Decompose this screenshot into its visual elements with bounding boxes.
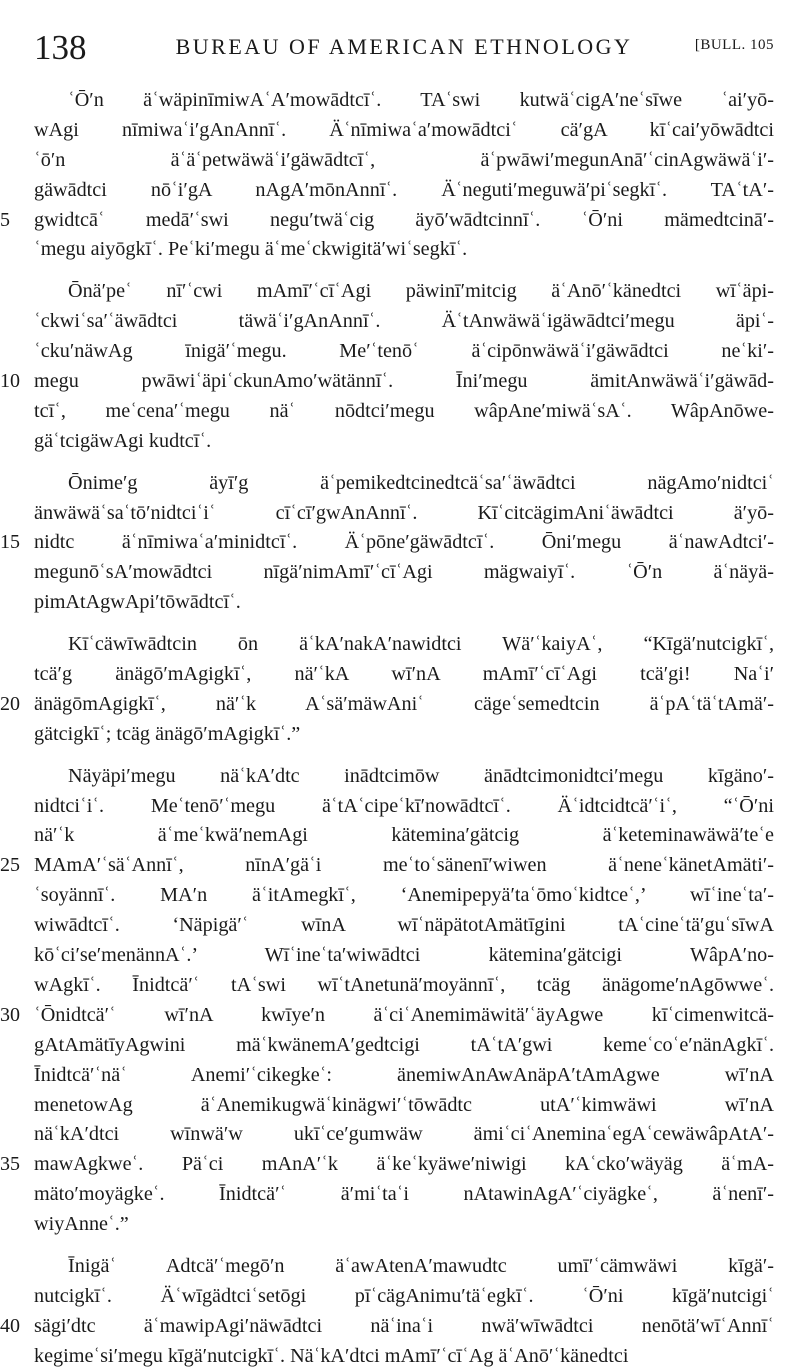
- text-line: mäto′moyägkeʿ. Īnidtcä′ʿ ä′miʿtaʿi nAtawinAgA′ʿciyägkeʿ, äʿnenī′-: [34, 1183, 774, 1206]
- text-line: nidtciʿiʿ. Meʿtenō′ʿmegu äʿtAʿcipeʿkī′nowādtcīʿ. Äʿidtcidtcä′ʿiʿ, “ʿŌ′ni: [34, 794, 774, 817]
- running-title: BUREAU OF AMERICAN ETHNOLOGY: [175, 34, 633, 59]
- text-line: Näyäpi′megu näʿkA′dtc inādtcimōw änādtcimonidtci′megu kīgäno′-: [68, 764, 774, 787]
- text-line: tcä′g änägō′mAgigkīʿ, nä′ʿkA wī′nA mAmī′ʿcīʿAgi tcä′gi! Naʿi′: [34, 663, 774, 686]
- page-header: [34, 28, 774, 68]
- paragraph-gap: [34, 750, 774, 762]
- text-line: gwidtcāʿ medā′ʿswi negu′twäʿcig äyō′wādtcinnīʿ. ʿŌ′ni mämedtcinā′-: [34, 208, 774, 231]
- text-line: menetowAg äʿAnemikugwäʿkinägwi′ʿtōwādtc utA′ʿkimwäwi wī′nA: [34, 1093, 774, 1116]
- text-line: nidtc äʿnīmiwaʿa′minidtcīʿ. Äʿpōne′gäwādtcīʿ. Ōni′megu äʿnawAdtci′-: [34, 531, 774, 554]
- paragraph: [0, 762, 774, 1240]
- line-number: 25: [0, 854, 20, 877]
- text-line: ʿcku′näwAg īnigä′ʿmegu. Me′ʿtenōʿ äʿcipōnwäwäʿi′gäwādtci neʿki′-: [34, 340, 774, 363]
- text-line: wiwādtcīʿ. ‘Näpigä′ʿ wīnA wīʿnäpätotAmätīgini tAʿcineʿtä′guʿsīwA: [34, 914, 774, 937]
- text-line: MAmA′ʿsäʿAnnīʿ, nīnA′gäʿi meʿtoʿsänenī′wiwen äʿneneʿkänetAmäti′-: [34, 854, 774, 877]
- text-line: ʿmegu aiyōgkīʿ. Peʿki′megu äʿmeʿckwigitä′wiʿsegkīʿ.: [34, 238, 468, 261]
- line-number: 20: [0, 692, 20, 715]
- text-line: sägi′dtc äʿmawipAgi′näwādtci näʿinaʿi nwä′wīwādtci nenōtä′wīʿAnnīʿ: [34, 1314, 774, 1337]
- paragraph-gap: [34, 618, 774, 630]
- text-line: ʿŌnidtcä′ʿ wī′nA kwīye′n äʿciʿAnemimäwitä′ʿäyAgwe kīʿcimenwitcä-: [34, 1003, 774, 1026]
- text-line: gätcigkīʿ; tcäg änägō′mAgigkīʿ.”: [34, 722, 301, 745]
- text-line: kōʿci′se′menännAʿ.’ Wīʿineʿta′wiwādtci kätemina′gätcigi WâpA′no-: [34, 944, 774, 967]
- text-line: pimAtAgwApi′tōwādtcīʿ.: [34, 591, 241, 614]
- line-number: 35: [0, 1153, 20, 1176]
- page-number: 138: [34, 28, 87, 67]
- text-line: nä′ʿk äʿmeʿkwä′nemAgi kätemina′gätcig äʿketeminawäwä′teʿe: [34, 824, 774, 847]
- paragraph: [0, 469, 774, 618]
- line-number: 10: [0, 370, 20, 393]
- line-number: 5: [0, 208, 10, 231]
- bulletin-label: [BULL. 105: [694, 37, 774, 53]
- text-line: wAgi nīmiwaʿi′gAnAnnīʿ. Äʿnīmiwaʿa′mowādtciʿ cä′gA kīʿcai′yōwādtci: [34, 118, 774, 141]
- text-line: Ōnime′g äyī′g äʿpemikedtcinedtcäʿsa′ʿäwādtci nägAmo′nidtciʿ: [68, 471, 774, 494]
- paragraph-gap: [34, 1240, 774, 1252]
- paragraph: [0, 630, 774, 750]
- line-number: 15: [0, 531, 20, 554]
- text-line: gAtAmätīyAgwini mäʿkwänemA′gedtcigi tAʿtA′gwi kemeʿcoʿe′nänAgkīʿ.: [34, 1033, 774, 1056]
- text-line: nutcigkīʿ. Äʿwīgädtciʿsetōgi pīʿcägAnimu′täʿegkīʿ. ʿŌ′ni kīgä′nutcigiʿ: [34, 1284, 774, 1307]
- text-line: ʿckwiʿsa′ʿäwādtci täwäʿi′gAnAnnīʿ. ÄʿtAnwäwäʿigäwādtci′megu äpiʿ-: [34, 310, 774, 333]
- line-number: 40: [0, 1314, 20, 1337]
- text-line: ʿŌ′n äʿwäpinīmiwAʿA′mowādtcīʿ. TAʿswi kutwäʿcigA′neʿsīwe ʿai′yō-: [68, 89, 774, 111]
- text-line: kegimeʿsi′megu kīgä′nutcigkīʿ. NäʿkA′dtci mAmī′ʿcīʿAg äʿAnō′ʿkänedtci: [34, 1344, 629, 1367]
- paragraph-gap: [34, 265, 774, 277]
- text-line: megunōʿsA′mowādtci nīgä′nimAmī′ʿcīʿAgi mägwaiyīʿ. ʿŌ′n äʿnäyä-: [34, 561, 774, 584]
- line-number: 30: [0, 1003, 20, 1026]
- text-line: tcīʿ, meʿcena′ʿmegu näʿ nōdtci′megu wâpAne′miwäʿsAʿ. WâpAnōwe-: [34, 399, 774, 422]
- text-line: änwäwäʿsaʿtō′nidtciʿiʿ cīʿcī′gwAnAnnīʿ. KīʿcitcägimAniʿäwādtci ä′yō-: [34, 501, 774, 524]
- paragraph-gap: [34, 457, 774, 469]
- text-line: mawAgkweʿ. Päʿci mAnA′ʿk äʿkeʿkyäwe′niwigi kAʿcko′wäyäg äʿmA-: [34, 1153, 774, 1176]
- text-line: ʿō′n äʿäʿpetwäwäʿi′gäwādtcīʿ, äʿpwāwi′megunAnā′ʿcinAgwäwäʿi′-: [34, 148, 774, 171]
- text-body: [0, 86, 774, 1372]
- text-line: wAgkīʿ. Īnidtcä′ʿ tAʿswi wīʿtAnetunä′moyännīʿ, tcäg änägome′nAgōwweʿ.: [34, 973, 774, 996]
- text-line: Ōnä′peʿ nī′ʿcwi mAmī′ʿcīʿAgi päwinī′mitcig äʿAnō′ʿkänedtci wīʿäpi-: [68, 280, 774, 303]
- text-line: Īnidtcä′ʿnäʿ Anemi′ʿcikegkeʿ: änemiwAnAwAnäpA′tAmAgwe wī′nA: [34, 1063, 774, 1086]
- text-line: wiyAnneʿ.”: [34, 1213, 129, 1236]
- text-line: Kīʿcäwīwādtcin ōn äʿkA′nakA′nawidtci Wä′ʿkaiyAʿ, “Kīgä′nutcigkīʿ,: [68, 633, 774, 656]
- paragraph: [0, 86, 774, 265]
- paragraph: [0, 277, 774, 456]
- paragraph: [0, 1252, 774, 1372]
- text-line: ʿsoyännīʿ. MA′n äʿitAmegkīʿ, ‘Anemipepyä′taʿōmoʿkidtceʿ,’ wīʿineʿta′-: [34, 884, 774, 907]
- text-line: megu pwāwiʿäpiʿckunAmo′wätännīʿ. Īni′megu ämitAnwäwäʿi′gäwād-: [34, 370, 774, 393]
- text-line: gäʿtcigäwAgi kudtcīʿ.: [34, 429, 212, 452]
- text-line: näʿkA′dtci wīnwä′w ukīʿce′gumwäw ämiʿciʿAneminaʿegAʿcewäwâpAtA′-: [34, 1123, 774, 1146]
- text-line: änägōmAgigkīʿ, nä′ʿk Aʿsä′mäwAniʿ cägeʿsemedtcin äʿpAʿtäʿtAmä′-: [34, 692, 774, 715]
- text-line: Īnigäʿ Adtcä′ʿmegō′n äʿawAtenA′mawudtc umī′ʿcämwäwi kīgä′-: [68, 1254, 774, 1277]
- text-line: gäwādtci nōʿi′gA nAgA′mōnAnnīʿ. Äʿneguti′meguwä′piʿsegkīʿ. TAʿtA′-: [34, 178, 774, 201]
